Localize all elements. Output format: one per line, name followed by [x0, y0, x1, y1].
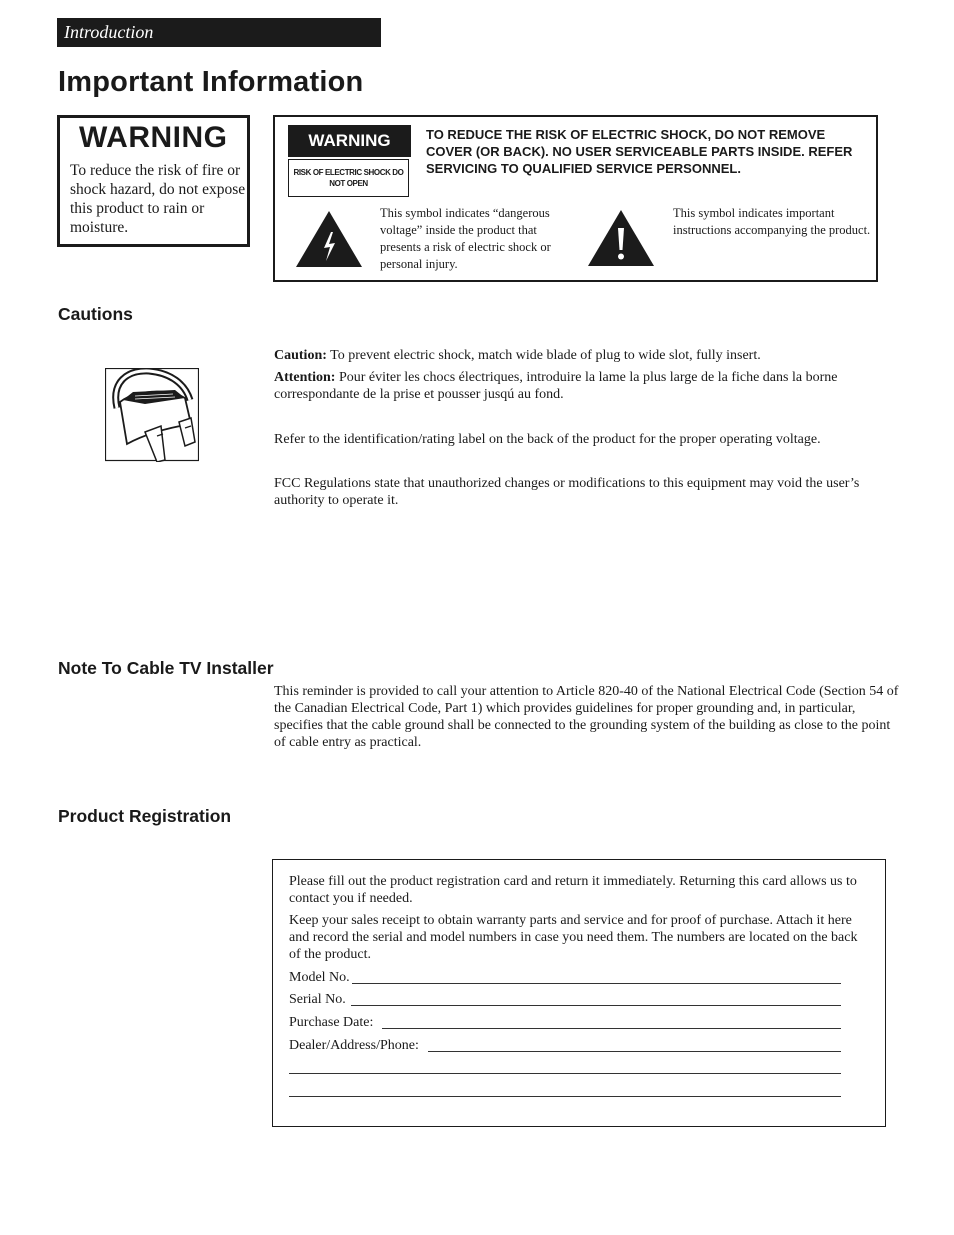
field-label: Dealer/Address/Phone: — [289, 1038, 426, 1053]
exclamation-symbol-description: This symbol indicates important instructions accompanying the product. — [673, 206, 871, 237]
warning-label: WARNING — [288, 125, 411, 157]
cautions-heading: Cautions — [58, 304, 133, 324]
attention-text — [274, 369, 894, 403]
attention-label: Attention: — [274, 370, 336, 385]
caution-text — [274, 347, 894, 364]
warning-box-title: WARNING — [79, 121, 228, 154]
field-line — [428, 1037, 841, 1052]
field-line — [382, 1014, 841, 1029]
warning-box-text: To reduce the risk of fire or shock hazard, do not expose this product to rain or moisture. — [70, 162, 246, 236]
field-label: Model No. — [289, 970, 350, 985]
attention-body: Pour éviter les chocs électriques, introduire la lame la plus large de la fiche dans la borne correspondante de la prise et pousser jusqú au fond. — [274, 370, 838, 402]
section-tab: Introduction — [57, 18, 381, 47]
cable-installer-heading: Note To Cable TV Installer — [58, 658, 274, 678]
field-line — [351, 991, 841, 1006]
shock-warning-text: TO REDUCE THE RISK OF ELECTRIC SHOCK, DO NOT REMOVE COVER (OR BACK). NO USER SERVICEABLE PARTS INSIDE. REFER SERVICING TO QUALIFIED SERVICE PERSONNEL. — [426, 127, 853, 176]
product-registration-heading: Product Registration — [58, 806, 232, 826]
blank-line[interactable] — [289, 1073, 841, 1074]
bolt-symbol-description: This symbol indicates “dangerous voltage” inside the product that presents a risk of electric shock or personal injury. — [380, 206, 551, 271]
risk-of-shock-label: RISK OF ELECTRIC SHOCK DO NOT OPEN — [288, 159, 409, 197]
registration-paragraph-2: Keep your sales receipt to obtain warranty parts and service and for proof of purchase. Attach it here and record the serial and model numbers in case you need them. The numbers are located on the back of the product. — [289, 913, 858, 962]
model-number-field[interactable] — [289, 969, 841, 986]
registration-box — [272, 859, 886, 1127]
polarized-plug-icon — [105, 368, 199, 462]
serial-number-field[interactable] — [289, 991, 841, 1008]
rating-label-note: Refer to the identification/rating label on the back of the product for the proper operating voltage. — [274, 432, 821, 447]
shock-warning-panel — [273, 115, 878, 282]
page-title: Important Information — [58, 66, 364, 98]
field-label: Serial No. — [289, 992, 350, 1007]
fcc-note: FCC Regulations state that unauthorized changes or modifications to this equipment may void the user’s authority to operate it. — [274, 476, 860, 508]
dealer-address-phone-field[interactable] — [289, 1037, 841, 1054]
cable-installer-text: This reminder is provided to call your attention to Article 820-40 of the National Electrical Code (Section 54 of the Canadian Electrical Code, Part 1) which provides guidelines for proper grounding and, in particular, specifies that the cable ground shall be connected to the grounding system of the building as close to the point of cable entry as practical. — [274, 684, 899, 750]
exclamation-triangle-icon — [587, 209, 655, 267]
caution-body: To prevent electric shock, match wide blade of plug to wide slot, fully insert. — [326, 348, 761, 363]
field-line — [352, 969, 841, 984]
blank-line[interactable] — [289, 1096, 841, 1097]
field-label: Purchase Date: — [289, 1015, 381, 1030]
caution-label: Caution: — [274, 348, 327, 363]
purchase-date-field[interactable] — [289, 1014, 841, 1031]
warning-box — [57, 115, 250, 247]
lightning-bolt-triangle-icon — [295, 210, 363, 268]
registration-paragraph-1: Please fill out the product registration card and return it immediately. Returning this card allows us to contact you if needed. — [289, 874, 857, 906]
